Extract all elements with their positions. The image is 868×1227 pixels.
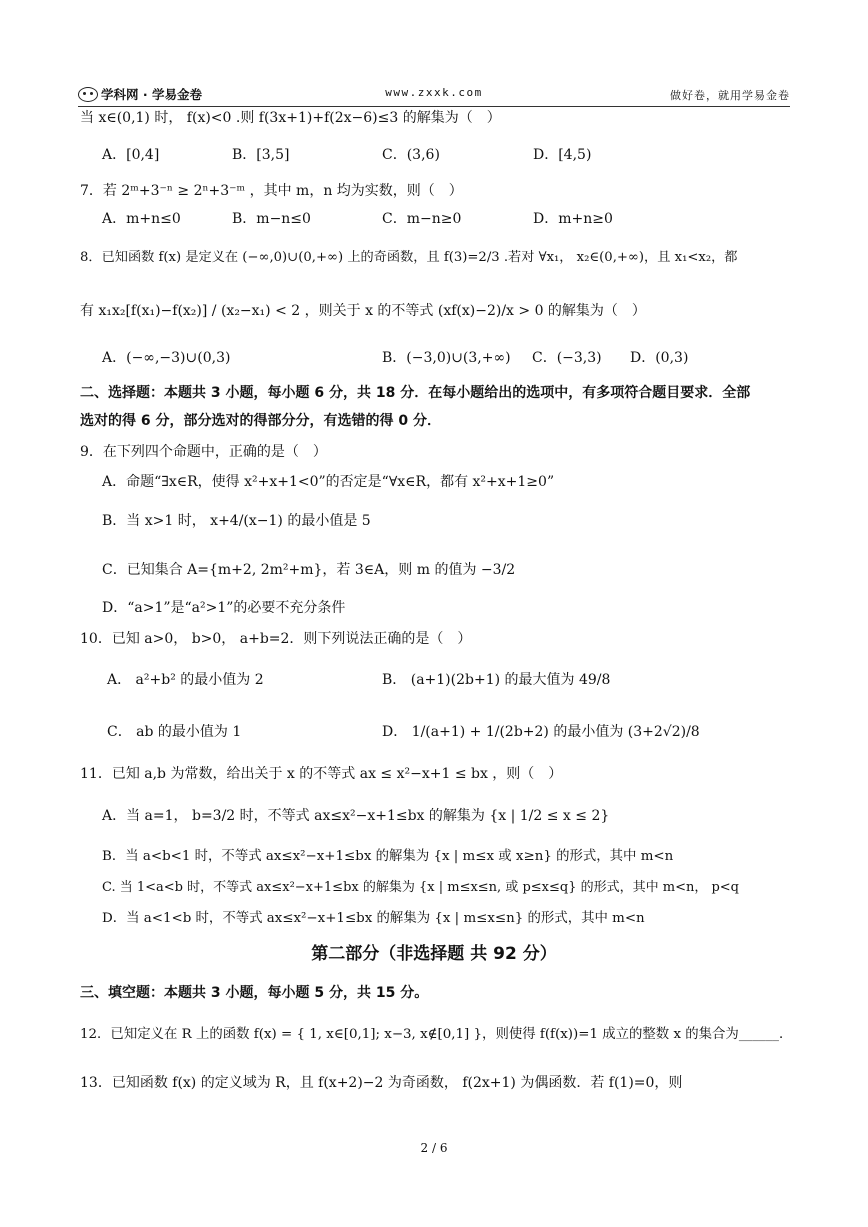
q7-option-d: D．m+n≥0 xyxy=(533,211,613,227)
q8-option-b: B．(−3,0)∪(3,+∞) xyxy=(382,350,511,366)
q9-option-c: C．已知集合 A={m+2, 2m²+m}，若 3∈A，则 m 的值为 −3/2 xyxy=(102,562,516,578)
q11-option-d: D．当 a<1<b 时，不等式 ax≤x²−x+1≤bx 的解集为 {x | m≤x≤n} 的形式，其中 m<n xyxy=(102,911,645,926)
section3-heading: 三、填空题：本题共 3 小题，每小题 5 分，共 15 分。 xyxy=(80,985,429,1001)
header-slogan: 做好卷，就用学易金卷 xyxy=(670,89,790,102)
q10-option-d: D． 1/(a+1) + 1/(2b+2) 的最小值为 (3+2√2)/8 xyxy=(382,724,700,740)
q10-option-a: A． a²+b² 的最小值为 2 xyxy=(107,672,264,688)
q8-option-c: C．(−3,3) xyxy=(532,350,602,366)
q9-option-a: A．命题“∃x∈R，使得 x²+x+1<0”的否定是“∀x∈R，都有 x²+x+1≥0” xyxy=(102,474,555,490)
q7-text: 7．若 2ᵐ+3⁻ⁿ ≥ 2ⁿ+3⁻ᵐ ，其中 m，n 均为实数，则（ ） xyxy=(80,183,463,199)
q8-option-a: A．(−∞,−3)∪(0,3) xyxy=(102,350,231,366)
q13-text: 13．已知函数 f(x) 的定义域为 R，且 f(x+2)−2 为奇函数， f(2x+1) 为偶函数．若 f(1)=0，则 xyxy=(80,1075,683,1091)
part2-title: 第二部分（非选择题 共 92 分） xyxy=(311,944,557,964)
q11-option-a: A．当 a=1， b=3/2 时，不等式 ax≤x²−x+1≤bx 的解集为 {x | 1/2 ≤ x ≤ 2} xyxy=(102,808,610,824)
q12-text: 12．已知定义在 R 上的函数 f(x) = { 1, x∈[0,1]; x−3, x∉[0,1] }，则使得 f(f(x))=1 成立的整数 x 的集合为______． xyxy=(80,1027,793,1042)
q9-text: 9．在下列四个命题中，正确的是（ ） xyxy=(80,444,327,460)
q11-text: 11．已知 a,b 为常数，给出关于 x 的不等式 ax ≤ x²−x+1 ≤ bx ，则（ ） xyxy=(80,766,563,782)
q10-text: 10．已知 a>0， b>0， a+b=2．则下列说法正确的是（ ） xyxy=(80,631,472,647)
q7-option-a: A．m+n≤0 xyxy=(102,211,181,227)
q10-option-b: B． (a+1)(2b+1) 的最大值为 49/8 xyxy=(382,672,611,688)
q8-line2: 有 x₁x₂[f(x₁)−f(x₂)] / (x₂−x₁) < 2 ，则关于 x 的不等式 (xf(x)−2)/x > 0 的解集为（ ） xyxy=(80,303,646,319)
q10-option-c: C． ab 的最小值为 1 xyxy=(107,724,242,740)
q7-option-c: C．m−n≥0 xyxy=(382,211,462,227)
q7-option-b: B．m−n≤0 xyxy=(232,211,311,227)
page-header xyxy=(78,84,790,107)
page-number: 2 / 6 xyxy=(420,1141,448,1155)
section2-heading-line1: 二、选择题：本题共 3 小题，每小题 6 分，共 18 分．在每小题给出的选项中，有多项符合题目要求．全部 xyxy=(80,385,751,401)
q6-option-b: B．[3,5] xyxy=(232,147,290,163)
site-url: www.zxxk.com xyxy=(385,86,483,99)
section2-heading-line2: 选对的得 6 分，部分选对的得部分分，有选错的得 0 分． xyxy=(80,413,441,429)
q9-option-b: B．当 x>1 时， x+4/(x−1) 的最小值是 5 xyxy=(102,513,371,529)
q9-option-d: D．“a>1”是“a²>1”的必要不充分条件 xyxy=(102,600,346,616)
q11-option-c: C. 当 1<a<b 时，不等式 ax≤x²−x+1≤bx 的解集为 {x | m≤x≤n, 或 p≤x≤q} 的形式，其中 m<n， p<q xyxy=(102,880,740,895)
q6-option-c: C．(3,6) xyxy=(382,147,440,163)
q8-option-d: D．(0,3) xyxy=(630,350,689,366)
q8-line1: 8．已知函数 f(x) 是定义在 (−∞,0)∪(0,+∞) 上的奇函数，且 f(3)=2/3 .若对 ∀x₁， x₂∈(0,+∞)，且 x₁<x₂，都 xyxy=(80,250,738,265)
q6-tail-text: 当 x∈(0,1) 时， f(x)<0 .则 f(3x+1)+f(2x−6)≤3 的解集为（ ） xyxy=(80,110,501,126)
q6-option-d: D．[4,5) xyxy=(533,147,592,163)
logo-text: 学科网 · 学易金卷 xyxy=(101,87,202,102)
q6-option-a: A．[0,4] xyxy=(102,147,160,163)
q11-option-b: B．当 a<b<1 时，不等式 ax≤x²−x+1≤bx 的解集为 {x | m≤x 或 x≥n} 的形式，其中 m<n xyxy=(102,849,674,864)
